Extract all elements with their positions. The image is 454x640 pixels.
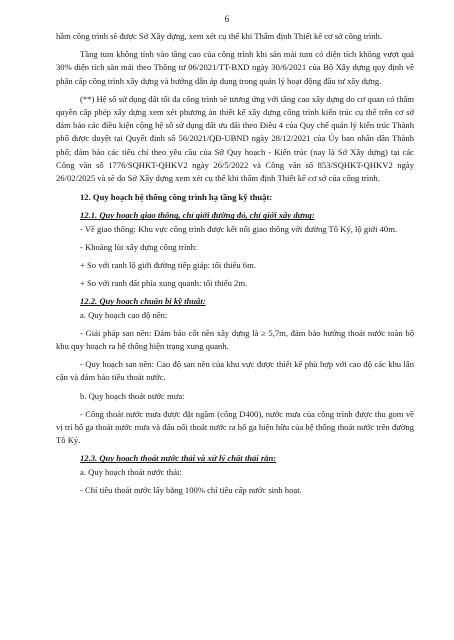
paragraph: + So với ranh lộ giới đường tiếp giáp: tối thiểu 6m. xyxy=(80,260,256,271)
paragraph: - Giải pháp san nền: Đảm bảo cốt nền xây dựng là ≥ 5,7m, đảm bảo hướng thoát nước toàn bộ khu quy hoạch ra hệ thống hiện trạng xung quanh. xyxy=(56,327,414,352)
subsection-heading-12-3 xyxy=(56,452,414,465)
subsection-number: 12.2. xyxy=(80,296,98,307)
document-body xyxy=(56,30,414,497)
paragraph: - Chỉ tiêu thoát nước lấy bằng 100% chỉ tiêu cấp nước sinh hoạt. xyxy=(80,484,302,495)
paragraph: Tầng tum không tính vào tầng cao của công trình khi sàn mái tum có diện tích không vượt quá 30% diện tích sàn mái theo Thông tư 06/2021/TT-BXD ngày 30/6/2021 của Bộ Xây dựng quy định về phân cấp công trình xây dựng và hướng dẫn áp dụng trong quản lý hoạt động đầu tư xây dựng. xyxy=(56,49,414,86)
paragraph: a. Quy hoạch cao độ nền: xyxy=(80,309,168,320)
paragraph: + So với ranh đất phía xung quanh: tối thiểu 2m. xyxy=(80,278,248,289)
subsection-number: 12.1. xyxy=(80,210,98,221)
subsection-title: Quy hoạch chuẩn bị kỹ thuật: xyxy=(97,296,206,307)
subsection-heading-12-2 xyxy=(56,295,414,308)
page-number: 6 xyxy=(224,14,230,24)
paragraph: - Cống thoát nước mưa được đặt ngầm (cống D400), nước mưa của công trình được thu gom về vị trí hố ga thoát nước mưa và đấu nối thoát nước ra hố ga hiện hữu của hệ thống thoát nước trên đường Tô Ký. xyxy=(56,408,414,446)
subsection-heading-12-1 xyxy=(56,209,414,222)
subsection-title: Quy hoạch giao thông, chỉ giới đường đỏ, chỉ giới xây dựng: xyxy=(97,210,315,221)
paragraph: a. Quy hoạch thoát nước thải: xyxy=(80,466,182,477)
subsection-title: Quy hoạch thoát nước thải và xử lý chất thải rắn: xyxy=(97,453,277,464)
subsection-number: 12.3. xyxy=(80,453,98,464)
paragraph: - Quy hoạch san nền: Cao độ san nền của khu vực được thiết kế phù hợp với cao độ các khu lân cận và đảm bảo tiêu thoát nước. xyxy=(56,359,414,383)
section-heading-12: 12. Quy hoạch hệ thống công trình hạ tầng kỹ thuật: xyxy=(80,192,273,203)
paragraph: hầm công trình sẽ được Sở Xây dựng, xem xét cụ thể khi Thẩm định Thiết kế cơ sở công trình. xyxy=(56,31,382,41)
paragraph: - Khoảng lùi xây dựng công trình: xyxy=(80,241,198,252)
paragraph-footnote: (**) Hệ số sử dụng đất tối đa công trình sẽ tương ứng với tầng cao xây dựng do cơ quan có thẩm quyền cấp phép xây dựng xem xét phương án thiết kế xây dựng công trình kiến trúc cụ thể trên cơ sở đảm bảo các điều kiện cộng hệ số sử dụng đất ưu đãi theo Điều 4 của Quy chế quản lý kiến trúc Thành phố được duyệt tại Quyết định số 56/2021/QĐ-UBND ngày 28/12/2021 của Ủy ban nhân dân Thành phố; đảm bảo các tiêu chí theo yêu cầu của Sở Quy hoạch - Kiến trúc (nay là Sở Xây dựng) tại các Công văn số 1776/SQHKT-QHKV2 ngày 26/5/2022 và Công văn số 853/SQHKT-QHKV2 ngày 26/02/2025 và sẽ do Sở Xây dựng xem xét cụ thể khi thẩm định Thiết kế cơ sở của công trình. xyxy=(56,93,414,184)
paragraph: - Về giao thông: Khu vực công trình được kết nối giao thông với đường Tô Ký, lộ giới 40m. xyxy=(80,223,398,234)
paragraph: b. Quy hoạch thoát nước mưa: xyxy=(80,390,185,401)
